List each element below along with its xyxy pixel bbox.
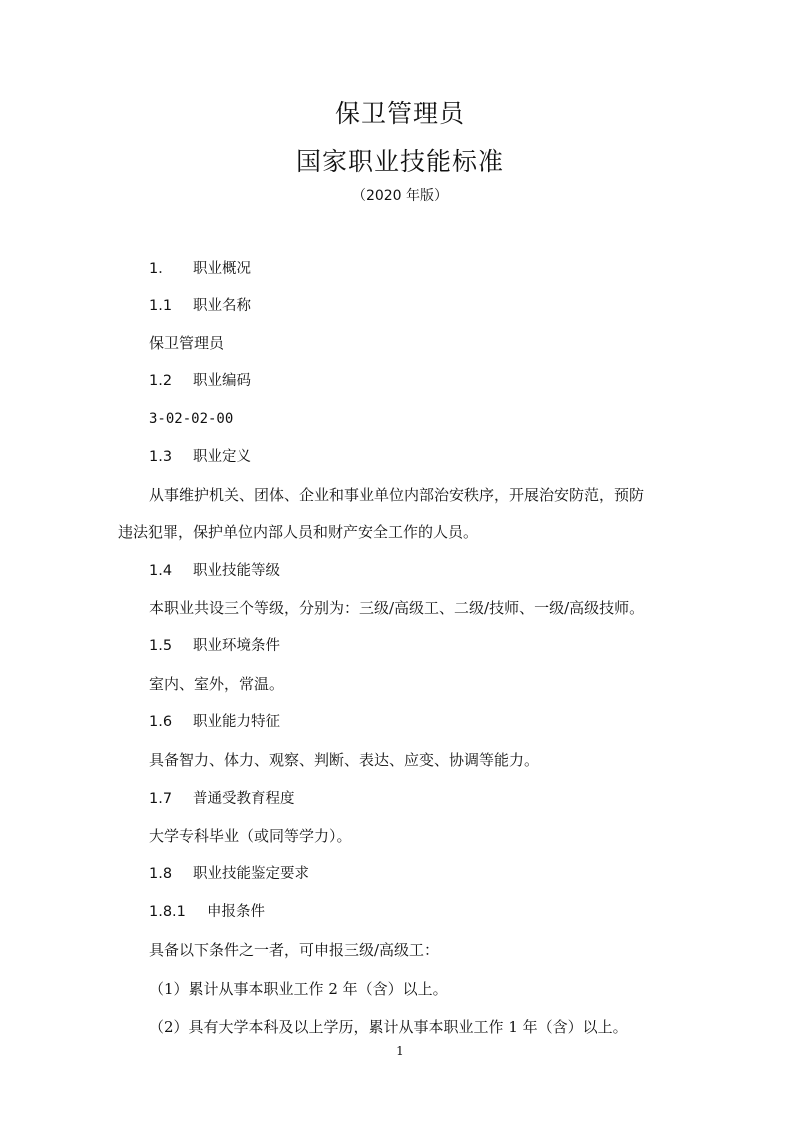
subsubsection-number: 1.8.1: [149, 904, 186, 920]
subsection-title: 职业技能等级: [193, 563, 280, 579]
list-item: （1）累计从事本职业工作 2 年（含）以上。: [149, 980, 448, 998]
subsection-heading: [149, 446, 251, 468]
subsection-heading: [149, 788, 295, 810]
subsection-number: 1.6: [149, 714, 173, 730]
subsection-number: 1.5: [149, 638, 173, 654]
occupation-code: 3-02-02-00: [149, 411, 234, 427]
subsection-heading: [149, 711, 280, 733]
subsection-title: 职业技能鉴定要求: [193, 866, 309, 882]
document-title: 保卫管理员: [334, 99, 465, 128]
subsection-title: 职业能力特征: [193, 714, 280, 730]
subsection-title: 职业环境条件: [193, 638, 280, 654]
paragraph: 保卫管理员: [149, 334, 225, 352]
subsection-number: 1.8: [149, 866, 173, 882]
paragraph: 违法犯罪，保护单位内部人员和财产安全工作的人员。: [118, 523, 479, 541]
subsection-title: 普通受教育程度: [193, 791, 295, 807]
subsection-title: 职业名称: [193, 298, 251, 314]
subsection-number: 1.1: [149, 298, 173, 314]
paragraph: 具备以下条件之一者，可申报三级/高级工：: [149, 941, 440, 959]
subsection-number: 1.3: [149, 449, 173, 465]
subsection-number: 1.7: [149, 791, 173, 807]
subsection-title: 职业编码: [193, 373, 251, 389]
page-number: 1: [396, 1044, 404, 1058]
document-subtitle: 国家职业技能标准: [295, 147, 504, 176]
section-heading: [149, 258, 251, 280]
paragraph: 具备智力、体力、观察、判断、表达、应变、协调等能力。: [149, 751, 540, 769]
subsection-title: 职业定义: [193, 449, 251, 465]
subsubsection-heading: [149, 901, 265, 923]
section-title: 职业概况: [193, 261, 251, 277]
subsubsection-title: 申报条件: [207, 904, 265, 920]
subsection-heading: [149, 560, 280, 582]
subsection-heading: [149, 863, 309, 885]
subsection-heading: [149, 370, 251, 392]
section-number: 1．: [149, 261, 173, 277]
edition-label: （2020 年版）: [351, 188, 449, 204]
subsection-number: 1.2: [149, 373, 173, 389]
subsection-number: 1.4: [149, 563, 173, 579]
subsection-heading: [149, 635, 280, 657]
paragraph: 本职业共设三个等级，分别为：三级/高级工、二级/技师、一级/高级技师。: [149, 599, 645, 617]
list-item: （2）具有大学本科及以上学历，累计从事本职业工作 1 年（含）以上。: [149, 1018, 628, 1036]
paragraph: 从事维护机关、团体、企业和事业单位内部治安秩序，开展治安防范，预防: [149, 486, 645, 504]
paragraph: 大学专科毕业（或同等学力）。: [149, 827, 352, 845]
subsection-heading: [149, 295, 251, 317]
paragraph: 室内、室外，常温。: [149, 675, 285, 693]
